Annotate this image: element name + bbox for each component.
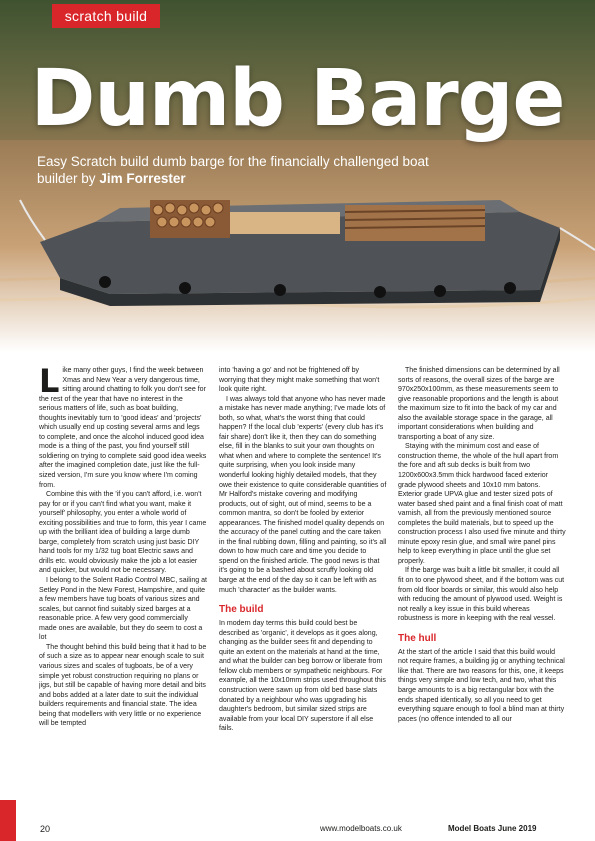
paragraph — [39, 366, 207, 490]
page-number: 20 — [40, 824, 51, 834]
article-column-3 — [398, 366, 566, 806]
page-title: Dumb Barge — [30, 54, 565, 144]
paragraph: In modern day terms this build could best be described as 'organic', it develops as it goes along, changing as the builder sees fit and depending to quite an extent on the materials at hand at the time, and what the builder can beg borrow or liberate from fellow club members or sympathetic neighbours. For example, all the 10x10mm strips used throughout this construction were sawn up from old bed base slats donated by a neighbour who was upgrading his daughter's bedroom, but similar sized strips are available from your local DIY superstore if all else fails. — [219, 620, 386, 733]
paragraph: At the start of the article I said that this build would not require frames, a building jig or anything technical like that. There are two reasons for this, one, it keeps things very simple and low tech, and two, what this barge amounts to is a big rectangular box with the ends shaped identically, so all you need to get everything square enough to fool a blind man at thirty paces (no offence intended to all our — [398, 648, 565, 723]
paragraph-text: ike many other guys, I find the week between Xmas and New Year a very dangerous time, sitting around chatting to folk you don't see for the rest of the year that have no interest in the serious matters of life, such as boat building, thoughts inevitably turn to 'good ideas' and 'projects' which usually end up costing several arms and legs to complete, and once the alcohol induced good idea mode is a thing of the past, you find yourself still soldiering on trying to complete said good idea weeks after the imagined completion date, just like the full-sized version, I'm sure you know where I'm coming from. — [39, 367, 207, 489]
page-footer — [0, 822, 595, 841]
article-column-1 — [39, 366, 207, 806]
paragraph: I belong to the Solent Radio Control MBC, sailing at Setley Pond in the New Forest, Hampshire, and quite a few members have tug boats of various sizes and scales, but cannot find suitably sized barges at a reasonable price. A few very good commercially made ones are available, but they do seem to cost a lot — [39, 577, 207, 642]
paragraph: The finished dimensions can be determined by all sorts of reasons, the overall sizes of the barge are 970x250x100mm, as these measurements seem to give reasonable proportions and the length is about the maximum size to fit into the back of my car and also the available storage space in the garage, all important considerations when building and transporting a boat of any size. — [398, 367, 560, 441]
article-column-2 — [219, 366, 387, 806]
section-tag: scratch build — [52, 4, 160, 28]
website-link[interactable]: www.modelboats.co.uk — [320, 824, 402, 833]
paragraph: If the barge was built a little bit smaller, it could all fit on to one plywood sheet, and if the bottom was cut from old floor boards or similar, this would also help with reducing the amount of plywood used. Weight is not really a key issue in this build whereas robustness is more in keeping with the real vessel. — [398, 567, 565, 623]
paragraph: Staying with the minimum cost and ease of construction theme, the whole of the hull apart from the fore and aft sub decks is built from two 1200x600x3.5mm thick hardwood faced exterior grade plywood sheets and 10x10 mm batons. Exterior grade UPVA glue and tester sized pots of water based shed paint and a final finish coat of matt varnish, all from the previously mentioned source completes the build materials, but to speed up the construction process I also used five minute and thirty minute epoxy resin glue, and small wire panel pins help to keep everything in place until the glue set properly. — [398, 443, 566, 565]
paragraph: The thought behind this build being that it had to be of such a size as to appear near enough scale to suit various sizes and scales of tugboats, be of a very simple yet robust construction requiring no plans or jigs, but still be capable of having more detail and bits and bobs added at a later date to suit the individual builders requirements and financial state. The idea being that modellers with very little or no experience will be tempted — [39, 643, 207, 728]
subtitle-text: Easy Scratch build dumb barge for the financially challenged boat builder by — [37, 154, 429, 186]
section-heading-build: The build — [219, 604, 264, 616]
paragraph: into 'having a go' and not be frightened off by worrying that they might make something that won't look quite right. — [219, 367, 380, 394]
paragraph: Combine this with the 'if you can't afford, i.e. won't pay for or if you can't find what you want, make it yourself' philosophy, you enter a whole world of exciting possibilities and true to form, this year I came up with the brilliant idea of building a large dumb barge, completely from scratch using just basic DIY hand tools for my 1/32 tug boat Electric saws and drills etc. would obviously make the job a lot easier and quicker, but would not be necessary. — [39, 491, 207, 575]
drop-cap: L — [39, 366, 60, 400]
subtitle — [37, 153, 457, 187]
author-name: Jim Forrester — [99, 171, 186, 186]
magazine-issue: Model Boats June 2019 — [448, 824, 537, 833]
section-heading-hull: The hull — [398, 632, 437, 644]
paragraph: I was always told that anyone who has never made a mistake has never made anything; I've made lots of both, so what, what's the worst thing that could happen? If the local club 'experts' (every club has it's fair share) don't like it, then they can do something else, fill in the blanks to suit your own thoughts on what when and where to complete the sentence! It's quite surprising, when you look inside many wonderful looking highly detailed models, that they owe their existence to quite considerable quantities of Mr Halford's mistake covering and modifying products, out of sight, out of mind, seems to be a common mantra, so don't be fooled by exterior appearances. The finished model quality depends on the accuracy of the panel cutting and the care taken in the final rubbing down, filling and painting, so it's all down to how much care and time you decide to spend on the finished article. The good news is that it's going to be a bashed about scruffy looking old barge at the end of the day so it can be left with as much 'character' as the builder wants. — [219, 395, 387, 594]
